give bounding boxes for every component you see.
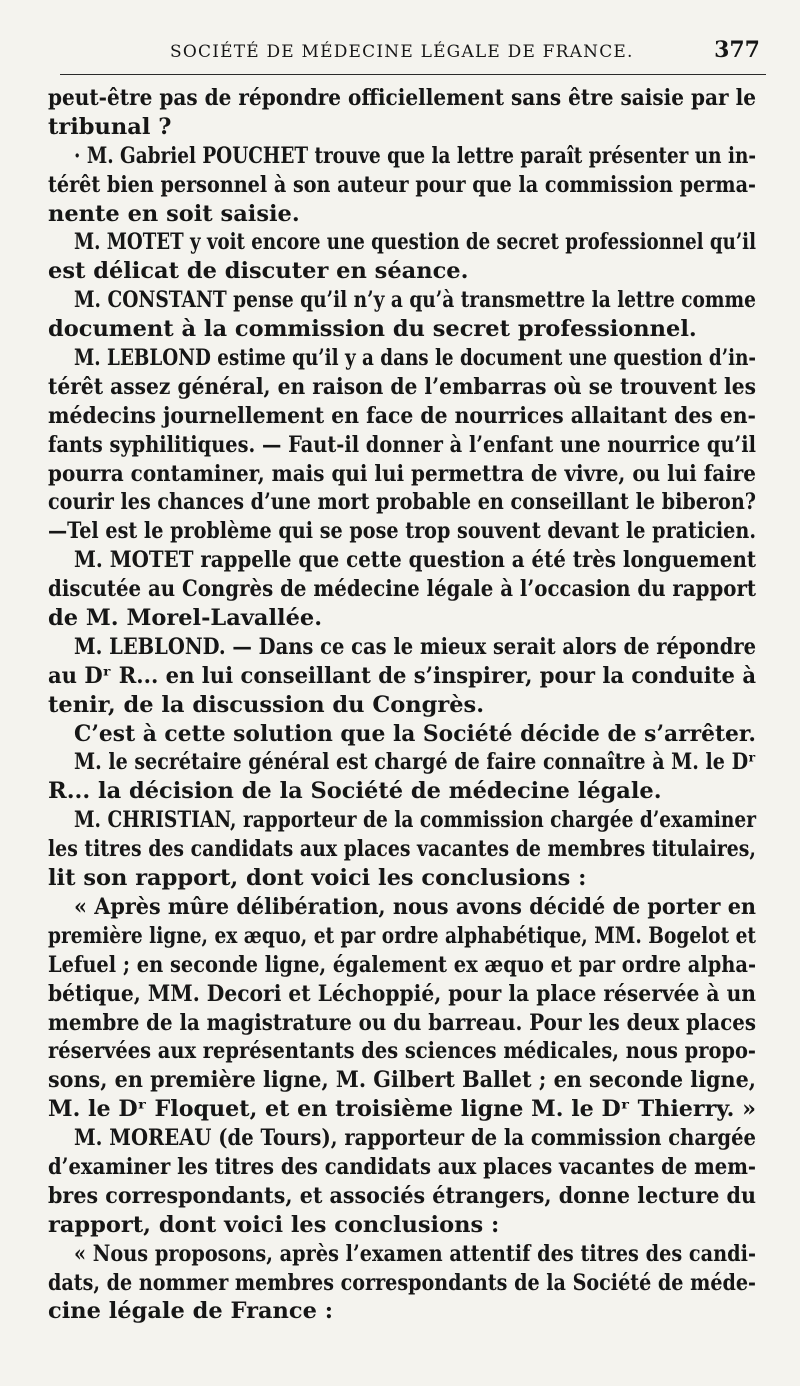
text-line: première ligne, ex æquo, et par ordre alphabétique, MM. Bogelot et [48, 922, 756, 949]
text-line: réservées aux représentants des sciences médicales, nous propo- [48, 1038, 756, 1065]
text-line: tenir, de la discussion du Congrès. [48, 691, 485, 718]
text-line: rapport, dont voici les conclusions : [48, 1211, 500, 1238]
text-line: dats, de nommer membres correspondants de la Société de méde- [48, 1269, 756, 1296]
running-head: SOCIÉTÉ DE MÉDECINE LÉGALE DE FRANCE. [170, 42, 634, 62]
text-line: discutée au Congrès de médecine légale à l’occasion du rapport [48, 576, 756, 603]
text-line: pourra contaminer, mais qui lui permettra de vivre, ou lui faire [48, 460, 756, 487]
text-line: bétique, MM. Decori et Léchoppié, pour la place réservée à un [48, 980, 756, 1007]
text-line: —Tel est le problème qui se pose trop souvent devant le praticien. [48, 518, 756, 545]
text-line: d’examiner les titres des candidats aux places vacantes de mem- [48, 1153, 756, 1180]
text-line: « Après mûre délibération, nous avons décidé de porter en [74, 893, 756, 920]
text-line: · M. Gabriel POUCHET trouve que la lettre paraît présenter un in- [74, 142, 756, 169]
text-line: membre de la magistrature ou du barreau. Pour les deux places [48, 1009, 756, 1036]
text-line: Lefuel ; en seconde ligne, également ex æquo et par ordre alpha- [48, 951, 756, 978]
text-line: document à la commission du secret professionnel. [48, 316, 697, 343]
text-line: térêt bien personnel à son auteur pour que la commission perma- [48, 171, 756, 198]
text-line: fants syphilitiques. — Faut-il donner à l’enfant une nourrice qu’il [48, 431, 756, 458]
text-line: térêt assez général, en raison de l’embarras où se trouvent les [48, 373, 756, 400]
page-header [60, 30, 766, 75]
text-line: M. MOREAU (de Tours), rapporteur de la commission chargée [74, 1125, 756, 1152]
text-line: M. CONSTANT pense qu’il n’y a qu’à transmettre la lettre comme [74, 287, 756, 314]
text-line: M. le secrétaire général est chargé de faire connaître à M. le Dʳ [74, 749, 756, 776]
text-line: M. le Dʳ Floquet, et en troisième ligne M. le Dʳ Thierry. » [48, 1096, 756, 1123]
text-line: C’est à cette solution que la Société décide de s’arrêter. [74, 720, 756, 747]
text-line: cine légale de France : [48, 1298, 334, 1325]
text-line: est délicat de discuter en séance. [48, 258, 469, 285]
text-line: « Nous proposons, après l’examen attentif des titres des candi- [74, 1240, 756, 1267]
text-line: les titres des candidats aux places vacantes de membres titulaires, [48, 836, 756, 863]
text-line: M. CHRISTIAN, rapporteur de la commission chargée d’examiner [74, 807, 756, 834]
text-line: M. MOTET rappelle que cette question a été très longuement [74, 547, 756, 574]
text-line: de M. Morel-Lavallée. [48, 605, 323, 632]
body-text [48, 84, 756, 1326]
text-line: M. LEBLOND estime qu’il y a dans le document une question d’in- [74, 345, 756, 372]
text-line: nente en soit saisie. [48, 200, 300, 227]
text-line: bres correspondants, et associés étrangers, donne lecture du [48, 1182, 756, 1209]
text-line: M. LEBLOND. — Dans ce cas le mieux serait alors de répondre [74, 633, 756, 660]
text-line: sons, en première ligne, M. Gilbert Ballet ; en seconde ligne, [48, 1067, 756, 1094]
text-line: M. MOTET y voit encore une question de secret professionnel qu’il [74, 229, 756, 256]
text-line: au Dʳ R... en lui conseillant de s’inspirer, pour la conduite à [48, 662, 756, 689]
text-line: R... la décision de la Société de médecine légale. [48, 778, 662, 805]
text-line: courir les chances d’une mort probable en conseillant le biberon? [48, 489, 756, 516]
text-line: médecins journellement en face de nourrices allaitant des en- [48, 402, 756, 429]
text-line: tribunal ? [48, 113, 172, 140]
page-number: 377 [714, 37, 760, 63]
text-line: lit son rapport, dont voici les conclusions : [48, 865, 587, 892]
text-line: peut-être pas de répondre officiellement sans être saisie par le [48, 85, 756, 111]
